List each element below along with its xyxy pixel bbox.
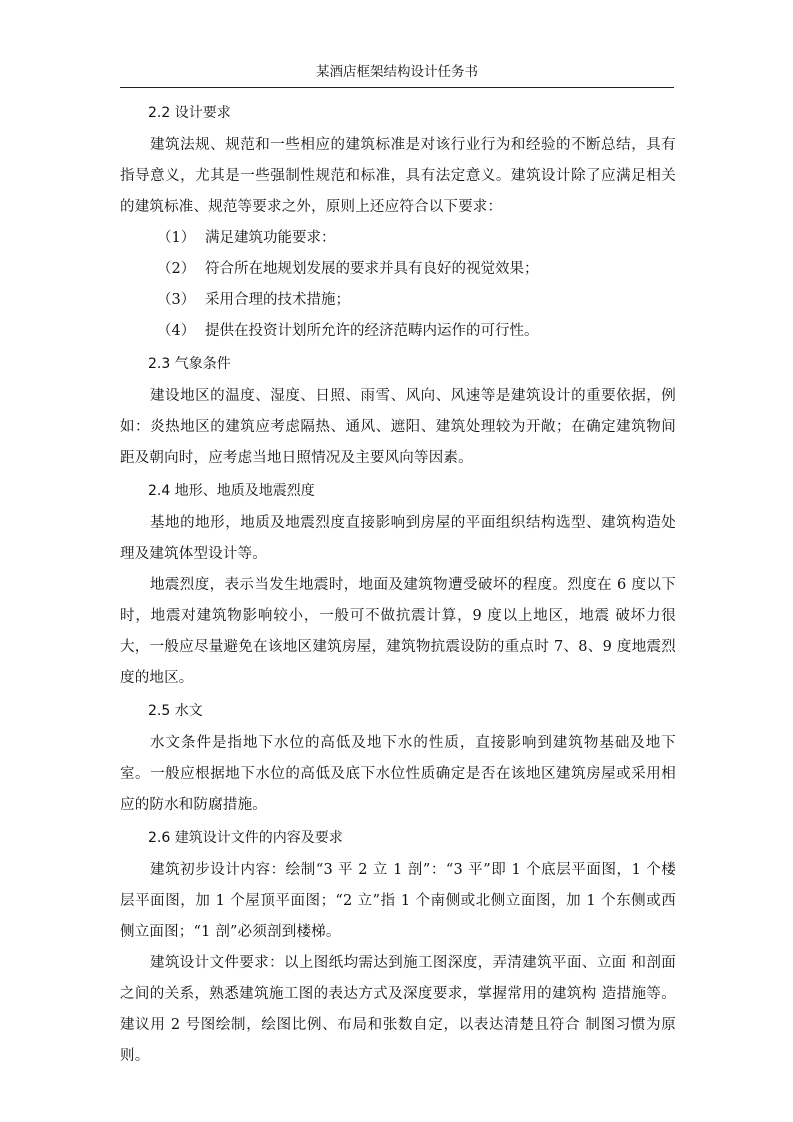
section-2-6-paragraph-2: 建筑设计文件要求：以上图纸均需达到施工图深度，弄清建筑平面、立面 和剖面之间的关系，熟悉建筑施工图的表达方式及深度要求，掌握常用的建筑构 造措施等。建议用 2 号图绘制，绘图比例、布局和张数自定，以表达清楚且符合 制图习惯为原则。 (120, 955, 676, 1064)
section-heading-2-5: 2.5 水文 (148, 703, 203, 719)
list-item-number: （1） (157, 230, 196, 246)
section-2-6-paragraph-1: 建筑初步设计内容：绘制“3 平 2 立 1 剖”：“3 平”即 1 个底层平面图，1 个楼层平面图，加 1 个屋顶平面图；“2 立”指 1 个南侧或北侧立面图，加 1 个东侧或西侧立面图；“1 剖”必须剖到楼梯。 (120, 862, 676, 940)
list-item-text: 提供在投资计划所允许的经济范畴内运作的可行性。 (205, 323, 539, 339)
section-2-4-paragraph-2: 地震烈度，表示当发生地震时，地面及建筑物遭受破坏的程度。烈度在 6 度以下时，地震对建筑物影响较小，一般可不做抗震计算，9 度以上地区，地震 破坏力很大，一般应尽量避免在该地区建筑房屋，建筑物抗震设防的重点时 7、8、9 度地震烈度的地区。 (120, 577, 676, 686)
list-item-number: （4） (157, 323, 196, 339)
section-heading-2-6: 2.6 建筑设计文件的内容及要求 (148, 830, 343, 846)
list-item (120, 254, 676, 285)
list-item-text: 符合所在地规划发展的要求并具有良好的视觉效果； (205, 261, 539, 277)
list-item-number: （2） (157, 261, 196, 277)
section-heading-2-4: 2.4 地形、地质及地震烈度 (148, 483, 315, 499)
list-item-text: 满足建筑功能要求： (205, 230, 336, 246)
document-body (120, 96, 676, 1072)
section-2-2-paragraph: 建筑法规、规范和一些相应的建筑标准是对该行业行为和经验的不断总结，具有指导意义，尤其是一些强制性规范和标准，具有法定意义。建筑设计除了应满足相关的建筑标准、规范等要求之外，原则上还应符合以下要求： (120, 137, 676, 215)
section-2-3-paragraph: 建设地区的温度、湿度、日照、雨雪、风向、风速等是建筑设计的重要依据，例如：炎热地区的建筑应考虑隔热、通风、遮阳、建筑处理较为开敞；在确定建筑物间距及朝向时，应考虑当地日照情况及主要风向等因素。 (120, 388, 676, 466)
section-heading-2-3: 2.3 气象条件 (148, 356, 231, 372)
section-2-4-paragraph-1: 基地的地形，地质及地震烈度直接影响到房屋的平面组织结构选型、建筑构造处理及建筑体型设计等。 (120, 515, 676, 562)
section-2-5-paragraph: 水文条件是指地下水位的高低及地下水的性质，直接影响到建筑物基础及地下室。一般应根据地下水位的高低及底下水位性质确定是否在该地区建筑房屋或采用相应的防水和防腐措施。 (120, 735, 676, 813)
section-heading-2-2: 2.2 设计要求 (148, 105, 231, 121)
list-item (120, 285, 676, 316)
list-item-number: （3） (157, 292, 196, 308)
list-item-text: 采用合理的技术措施； (205, 292, 350, 308)
header-divider (120, 87, 674, 88)
list-item (120, 223, 676, 254)
list-item (120, 316, 676, 347)
running-header-title: 某酒店框架结构设计任务书 (316, 64, 478, 80)
requirements-list (120, 223, 676, 347)
